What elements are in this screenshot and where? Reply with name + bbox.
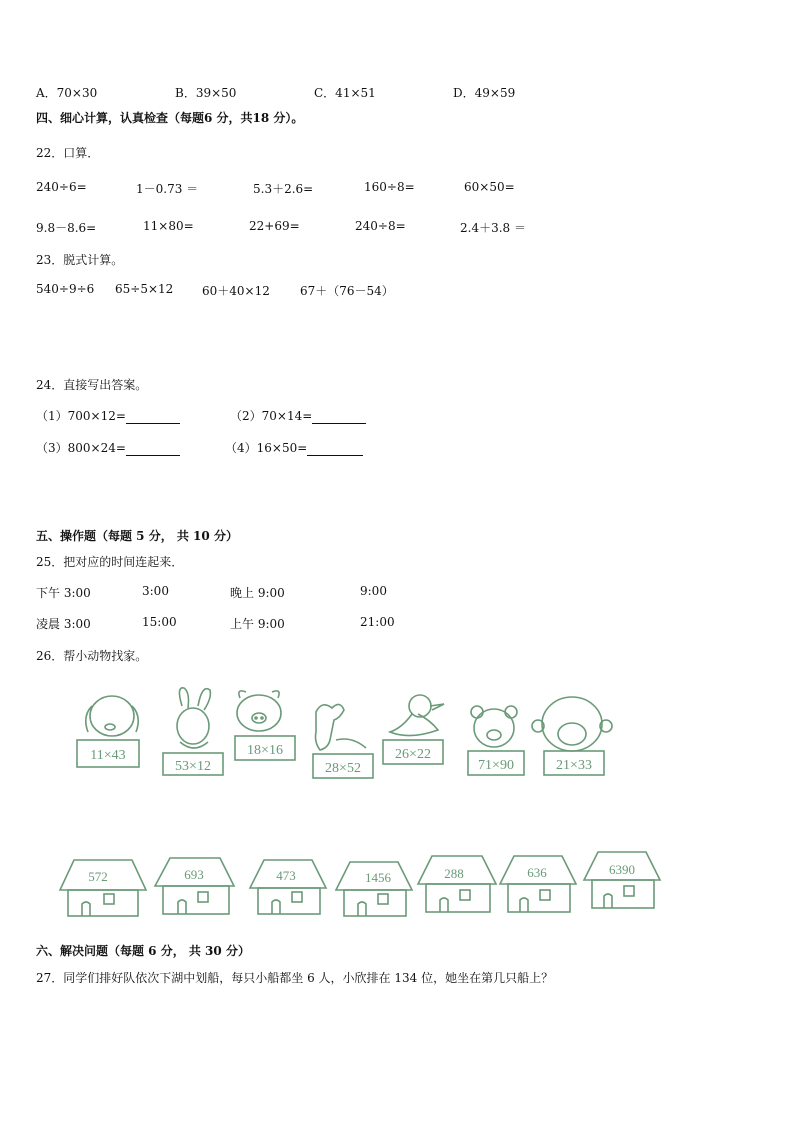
animal-label: 71×90 [478,758,514,773]
monkey-icon [532,697,612,751]
q23-item: 60＋40×12 [202,284,270,298]
q22-item: 2.4＋3.8 ＝ [460,221,526,235]
house-number: 572 [88,869,108,884]
bear-icon [471,706,517,747]
animal-label: 28×52 [325,761,361,776]
section5-heading: 五、操作题（每题 5 分， 共 10 分） [36,529,238,543]
q24-title: 24．直接写出答案。 [36,378,148,392]
house-number: 1456 [365,870,391,885]
animal-label: 11×43 [90,748,126,763]
house-number: 693 [184,867,204,882]
q26-title: 26．帮小动物找家。 [36,649,148,663]
house-icon [418,856,496,912]
q24-item-text: （2）70×14= [230,409,313,423]
dog-icon [86,696,139,736]
time-item: 3:00 [142,584,169,598]
time-item: 9:00 [360,584,387,598]
section6-heading: 六、解决问题（每题 6 分， 共 30 分） [36,944,250,958]
rabbit-icon [177,688,210,748]
q22-item: 11×80= [143,219,194,233]
animal-label: 21×33 [556,758,592,773]
animal-label: 18×16 [247,743,283,758]
q22-title: 22．口算． [36,146,100,160]
q25-title: 25．把对应的时间连起来． [36,555,184,569]
duck-icon [390,695,444,736]
house-number: 473 [276,868,296,883]
q24-item-text: （4）16×50= [225,441,308,455]
goat-icon [316,704,367,750]
time-item: 晚上 9:00 [230,586,285,600]
q22-item: 160÷8= [364,180,415,194]
house-number: 288 [444,866,464,881]
animal-label: 26×22 [395,747,431,762]
option-c: C．41×51 [314,86,376,100]
q23-title: 23．脱式计算。 [36,253,124,267]
q23-item: 65÷5×12 [115,282,174,296]
q22-item: 240÷6= [36,180,87,194]
time-item: 15:00 [142,615,177,629]
q22-item: 5.3＋2.6= [253,182,314,196]
q24-item-text: （1）700×12= [36,409,126,423]
q23-item: 540÷9÷6 [36,282,95,296]
option-d: D．49×59 [453,86,516,100]
q24-item-text: （3）800×24= [36,441,126,455]
animal-label: 53×12 [175,759,211,774]
time-item: 凌晨 3:00 [36,617,91,631]
q22-item: 9.8－8.6= [36,221,97,235]
pig-icon [237,691,281,731]
time-item: 21:00 [360,615,395,629]
option-a: A．70×30 [36,86,98,100]
house-number: 6390 [609,862,635,877]
time-item: 下午 3:00 [36,586,91,600]
house-number: 636 [527,865,547,880]
option-b: B．39×50 [175,86,237,100]
time-item: 上午 9:00 [230,617,285,631]
q27-text: 27．同学们排好队依次下湖中划船，每只小船都坐 6 人，小欣排在 134 位，她坐在第几只船上？ [36,971,554,985]
q22-item: 1－0.73 ＝ [136,182,199,196]
q23-item: 67＋（76－54） [300,284,394,298]
house-icon [584,852,660,908]
q22-item: 60×50= [464,180,515,194]
q22-item: 22+69= [249,219,300,233]
section4-heading: 四、细心计算，认真检查（每题6 分，共18 分）。 [36,111,304,125]
q22-item: 240÷8= [355,219,406,233]
